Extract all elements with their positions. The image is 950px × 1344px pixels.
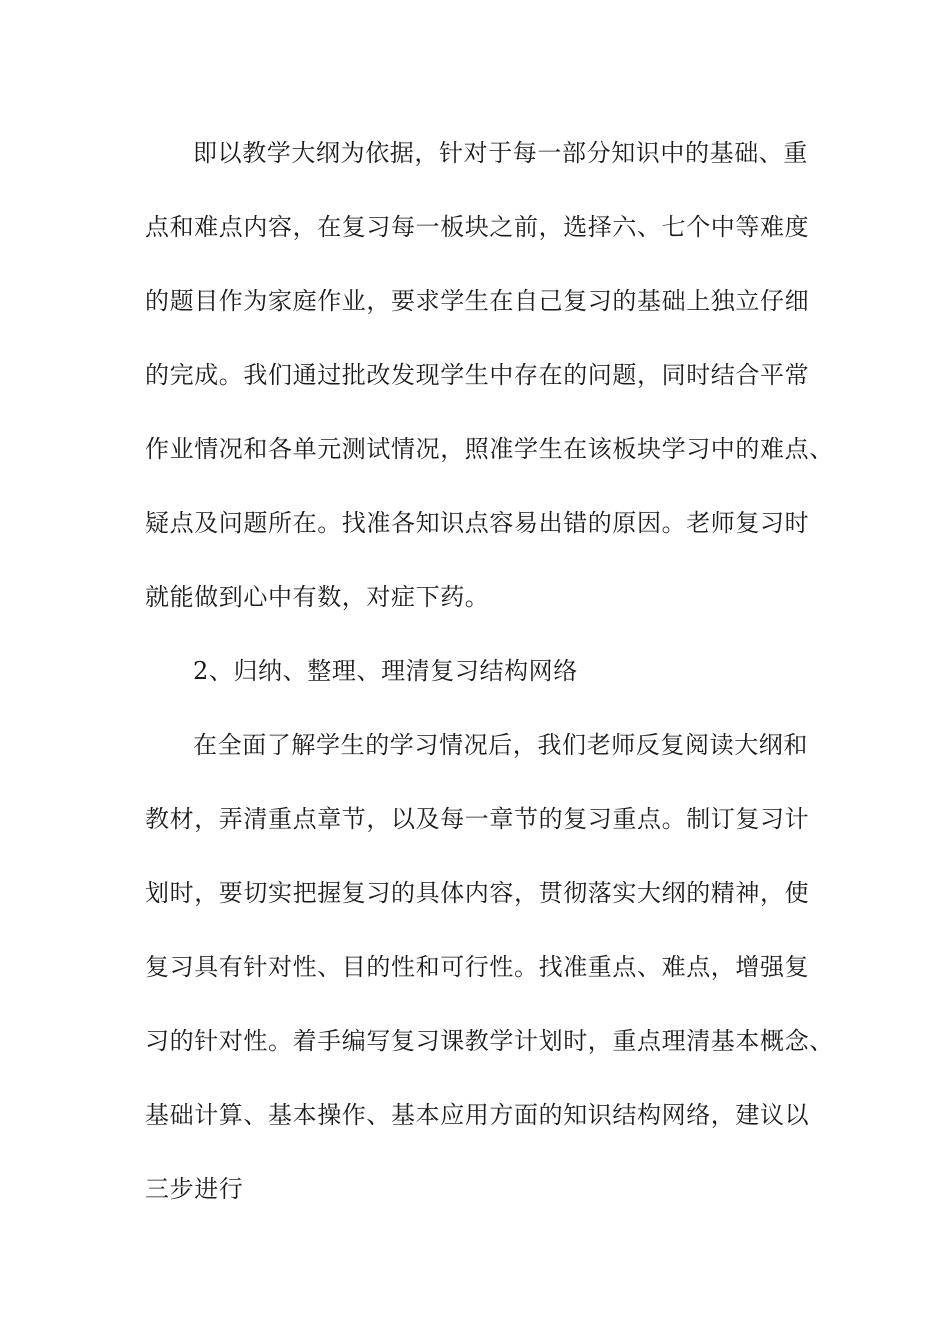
paragraph-1-line-3: 的题目作为家庭作业，要求学生在自己复习的基础上独立仔细 — [145, 287, 810, 315]
section-heading: 2、归纳、整理、理清复习结构网络 — [193, 657, 578, 685]
paragraph-2-line-2: 教材，弄清重点章节，以及每一章节的复习重点。制订复习计 — [145, 805, 810, 833]
paragraph-2-line-3: 划时，要切实把握复习的具体内容，贯彻落实大纲的精神，使 — [145, 879, 810, 907]
paragraph-2-line-4: 复习具有针对性、目的性和可行性。找准重点、难点，增强复 — [145, 953, 810, 981]
paragraph-1-line-4: 的完成。我们通过批改发现学生中存在的问题，同时结合平常 — [145, 361, 810, 389]
paragraph-1-line-1: 即以教学大纲为依据，针对于每一部分知识中的基础、重 — [193, 139, 808, 167]
paragraph-1-line-6: 疑点及问题所在。找准各知识点容易出错的原因。老师复习时 — [145, 509, 810, 537]
paragraph-2-line-5: 习的针对性。着手编写复习课教学计划时，重点理清基本概念、 — [145, 1027, 834, 1055]
paragraph-2-line-1: 在全面了解学生的学习情况后，我们老师反复阅读大纲和 — [193, 731, 808, 759]
paragraph-1-line-2: 点和难点内容，在复习每一板块之前，选择六、七个中等难度 — [145, 213, 810, 241]
paragraph-1-line-5: 作业情况和各单元测试情况，照准学生在该板块学习中的难点、 — [145, 435, 834, 463]
paragraph-1-line-7: 就能做到心中有数，对症下药。 — [145, 583, 490, 611]
paragraph-2-line-6: 基础计算、基本操作、基本应用方面的知识结构网络，建议以 — [145, 1101, 810, 1129]
paragraph-2-line-7: 三步进行 — [145, 1175, 244, 1203]
